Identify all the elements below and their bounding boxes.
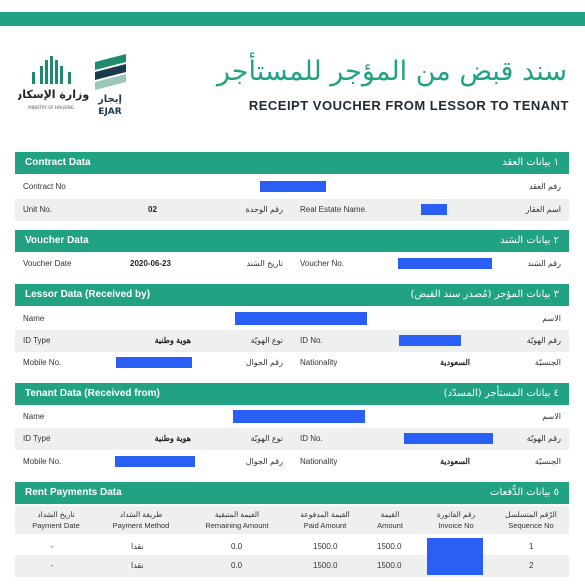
contract-no-row — [15, 176, 569, 198]
table-row — [15, 555, 569, 577]
voucher-section-header — [15, 230, 569, 252]
voucher-date-label-ar: تاريخ السَند — [246, 259, 283, 268]
voucher-no-label-en: Voucher No. — [300, 259, 345, 268]
ministry-ar-text: وزارة الإسكان — [18, 88, 90, 101]
contract-section-header — [15, 152, 569, 174]
tenant-name-label-en: Name — [23, 412, 45, 421]
payment-method-cell: نقدا — [131, 561, 144, 570]
col-remaining-amount: القيمة المتبقية Remaining Amount — [205, 510, 269, 530]
col-payment-method: طريقة السَداد Payment Method — [112, 510, 170, 530]
voucher-date-value: 2020-06-23 — [130, 259, 171, 268]
tenant-idtype-label-en: ID Type — [23, 434, 51, 443]
unit-row — [15, 199, 569, 221]
payment-date-cell: - — [51, 542, 54, 551]
top-accent-bar — [0, 12, 585, 26]
payments-table-header — [15, 506, 569, 534]
redacted-tenant-mobile — [115, 456, 195, 467]
ministry-en-text: MINISTRY OF HOUSING — [28, 105, 74, 110]
lessor-mobile-label-ar: رقم الجوال — [245, 358, 283, 367]
title-english: RECEIPT VOUCHER FROM LESSOR TO TENANT — [248, 98, 569, 113]
payment-method-cell: نقدا — [131, 542, 144, 551]
voucher-no-label-ar: رقم السَند — [527, 259, 561, 268]
lessor-name-label-en: Name — [23, 314, 45, 323]
payment-date-cell: - — [51, 561, 54, 570]
unit-no-label-en: Unit No. — [23, 205, 52, 214]
tenant-nationality-label-ar: الجنسيّة — [534, 457, 561, 466]
lessor-section-header — [15, 284, 569, 306]
real-estate-label-en: Real Estate Name. — [300, 205, 368, 214]
tenant-section-header — [15, 383, 569, 405]
amount-cell: 1500.0 — [377, 542, 402, 551]
tenant-nationality-value: السعودية — [440, 457, 470, 466]
payments-title-ar: ٥ بيانات الدُّفعات — [490, 487, 559, 498]
lessor-nationality-label-en: Nationality — [300, 358, 338, 367]
lessor-id-row — [15, 330, 569, 352]
lessor-idtype-value: هوية وطنية — [154, 336, 191, 345]
col-invoice-no: رقم الفاتورة Invoice No — [436, 510, 476, 530]
contract-no-label-en: Contract No — [23, 182, 66, 191]
tenant-mobile-label-en: Mobile No. — [23, 457, 62, 466]
lessor-nationality-value: السعودية — [440, 358, 470, 367]
lessor-name-label-ar: الاسم — [542, 314, 561, 323]
ejar-ar-text: إيجار — [98, 94, 122, 105]
payments-section-header — [15, 482, 569, 504]
tenant-name-row — [15, 406, 569, 428]
redacted-contract-no — [260, 181, 326, 192]
redacted-lessor-idno — [399, 335, 461, 346]
redacted-voucher-no — [398, 258, 492, 269]
col-paid-amount: القيمة المدفوعة Paid Amount — [300, 510, 350, 530]
redacted-tenant-name — [233, 410, 365, 423]
voucher-row — [15, 253, 569, 275]
lessor-name-row — [15, 308, 569, 330]
logos — [18, 52, 138, 120]
col-sequence-no: الرّقم المتسلسل Sequence No — [505, 510, 557, 530]
tenant-idtype-label-ar: نوع الهويّة — [250, 434, 283, 443]
tenant-mobile-label-ar: رقم الجوال — [245, 457, 283, 466]
remaining-amount-cell: 0.0 — [231, 561, 243, 570]
sequence-no-cell: 2 — [529, 561, 534, 570]
voucher-title-ar: ٢ بيانات السَند — [500, 235, 559, 246]
redacted-lessor-mobile — [116, 357, 192, 368]
amount-cell: 1500.0 — [377, 561, 402, 570]
tenant-title-ar: ٤ بيانات المستأجر (المسدّد) — [443, 388, 559, 399]
redacted-real-estate-name — [421, 204, 447, 215]
contract-title-ar: ١ بيانات العقد — [502, 157, 559, 168]
unit-no-label-ar: رقم الوحدة — [245, 205, 283, 214]
lessor-idtype-label-en: ID Type — [23, 336, 51, 345]
voucher-title-en: Voucher Data — [25, 235, 89, 246]
tenant-mobile-row — [15, 451, 569, 473]
redacted-invoice-no — [427, 538, 483, 556]
lessor-title-en: Lessor Data (Received by) — [25, 289, 151, 300]
real-estate-label-ar: اسم العقار — [525, 205, 561, 214]
redacted-lessor-name — [235, 312, 367, 325]
redacted-tenant-idno — [404, 433, 493, 444]
lessor-mobile-row — [15, 352, 569, 374]
lessor-idtype-label-ar: نوع الهويّة — [250, 336, 283, 345]
remaining-amount-cell: 0.0 — [231, 542, 243, 551]
lessor-mobile-label-en: Mobile No. — [23, 358, 62, 367]
ejar-en-text: EJAR — [98, 107, 122, 117]
ejar-logo — [95, 54, 126, 117]
tenant-nationality-label-en: Nationality — [300, 457, 338, 466]
tenant-id-row — [15, 428, 569, 450]
lessor-title-ar: ٣ بيانات المؤجر (مُصدر سند القبض) — [410, 289, 559, 300]
voucher-date-label-en: Voucher Date — [23, 259, 72, 268]
unit-no-value: 02 — [148, 205, 157, 214]
tenant-idtype-value: هوية وطنية — [154, 434, 191, 443]
tenant-idno-label-en: ID No. — [300, 434, 323, 443]
contract-no-label-ar: رقم العقد — [529, 182, 561, 191]
tenant-name-label-ar: الاسم — [542, 412, 561, 421]
contract-title-en: Contract Data — [25, 157, 91, 168]
title-arabic: سند قبض من المؤجر للمستأجر — [216, 56, 567, 87]
lessor-nationality-label-ar: الجنسيّة — [534, 358, 561, 367]
tenant-idno-label-ar: رقم الهويّة — [526, 434, 561, 443]
sequence-no-cell: 1 — [529, 542, 534, 551]
col-payment-date: تاريخ السَداد Payment Date — [32, 510, 80, 530]
redacted-invoice-no — [427, 555, 483, 575]
col-amount: القيمة Amount — [377, 510, 403, 530]
paid-amount-cell: 1500.0 — [313, 561, 338, 570]
payments-title-en: Rent Payments Data — [25, 487, 122, 498]
tenant-title-en: Tenant Data (Received from) — [25, 388, 160, 399]
lessor-idno-label-en: ID No. — [300, 336, 323, 345]
lessor-idno-label-ar: رقم الهويّة — [526, 336, 561, 345]
ministry-of-housing-logo — [18, 52, 138, 120]
paid-amount-cell: 1500.0 — [313, 542, 338, 551]
